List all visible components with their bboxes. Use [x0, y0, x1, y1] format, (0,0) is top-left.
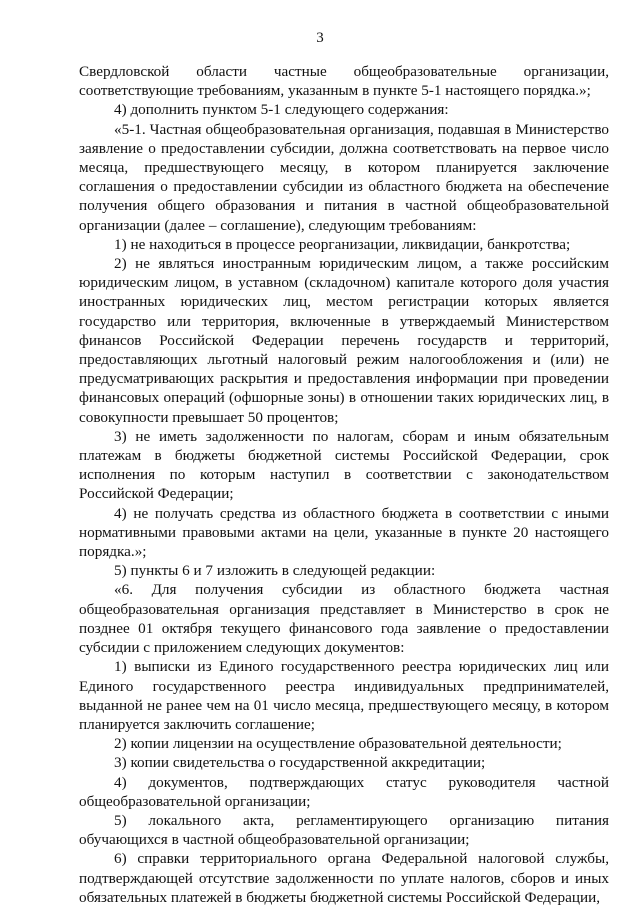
paragraph: 4) дополнить пунктом 5-1 следующего содержания: [114, 101, 449, 119]
paragraph: Свердловской области частные общеобразовательные организации, соответствующие требованиям, указанным в пункте 5-1 настоящего порядка.»; [79, 63, 609, 100]
paragraph: 4) документов, подтверждающих статус руководителя частной общеобразовательной организации; [79, 773, 609, 810]
paragraph: «6. Для получения субсидии из областного бюджета частная общеобразовательная организация представляет в Министерство в срок не позднее 01 октября текущего финансового года заявление о предоставлении субсидии с приложением следующих документов: [79, 581, 609, 657]
paragraph: 3) копии свидетельства о государственной аккредитации; [114, 754, 486, 772]
paragraph: 5) пункты 6 и 7 изложить в следующей редакции: [114, 562, 436, 580]
paragraph: 1) не находиться в процессе реорганизации, ликвидации, банкротства; [114, 235, 571, 253]
page-number: 3 [316, 30, 324, 46]
paragraph: «5-1. Частная общеобразовательная организация, подавшая в Министерство заявление о предоставлении субсидии, должна соответствовать на первое число месяца, предшествующего месяцу, в котором планируется заключение соглашения о предоставлении субсидии из областного бюджета на обеспечение получения общего образования и питания в частной общеобразовательной организации (далее – соглашение), следующим требованиям: [79, 120, 609, 234]
paragraph: 4) не получать средства из областного бюджета в соответствии с иными нормативными правовыми актами на цели, указанные в пункте 20 настоящего порядка.»; [79, 504, 609, 561]
paragraph: 2) копии лицензии на осуществление образовательной деятельности; [114, 735, 562, 753]
paragraph: 6) справки территориального органа Федеральной налоговой службы, подтверждающей отсутствие задолженности по уплате налогов, сборов и иных обязательных платежей в бюджеты бюджетной системы Российской Федерации, [79, 850, 609, 906]
paragraph: 1) выписки из Единого государственного реестра юридических лиц или Единого государственного реестра индивидуальных предпринимателей, выданной не ранее чем на 01 число месяца, предшествующего месяцу, в котором планируется заключить соглашение; [79, 658, 609, 733]
document-body [79, 62, 609, 907]
paragraph: 5) локального акта, регламентирующего организацию питания обучающихся в частной общеобразовательной организации; [79, 811, 609, 849]
paragraph: 3) не иметь задолженности по налогам, сборам и иным обязательным платежам в бюджеты бюджетной системы Российской Федерации, срок исполнения по которым наступил в соответствии с законодательством Российской Федерации; [79, 427, 609, 503]
paragraph: 2) не являться иностранным юридическим лицом, а также российским юридическим лицом, в уставном (складочном) капитале которого доля участия иностранных юридических лиц, местом регистрации которых является государство или территория, включенные в утверждаемый Министерством финансов Российской Федерации перечень государств и территорий, предоставляющих льготный налоговый режим налогообложения и (или) не предусматривающих раскрытия и предоставления информации при проведении финансовых операций (офшорные зоны) в отношении таких юридических лиц, в совокупности превышает 50 процентов; [79, 255, 609, 426]
